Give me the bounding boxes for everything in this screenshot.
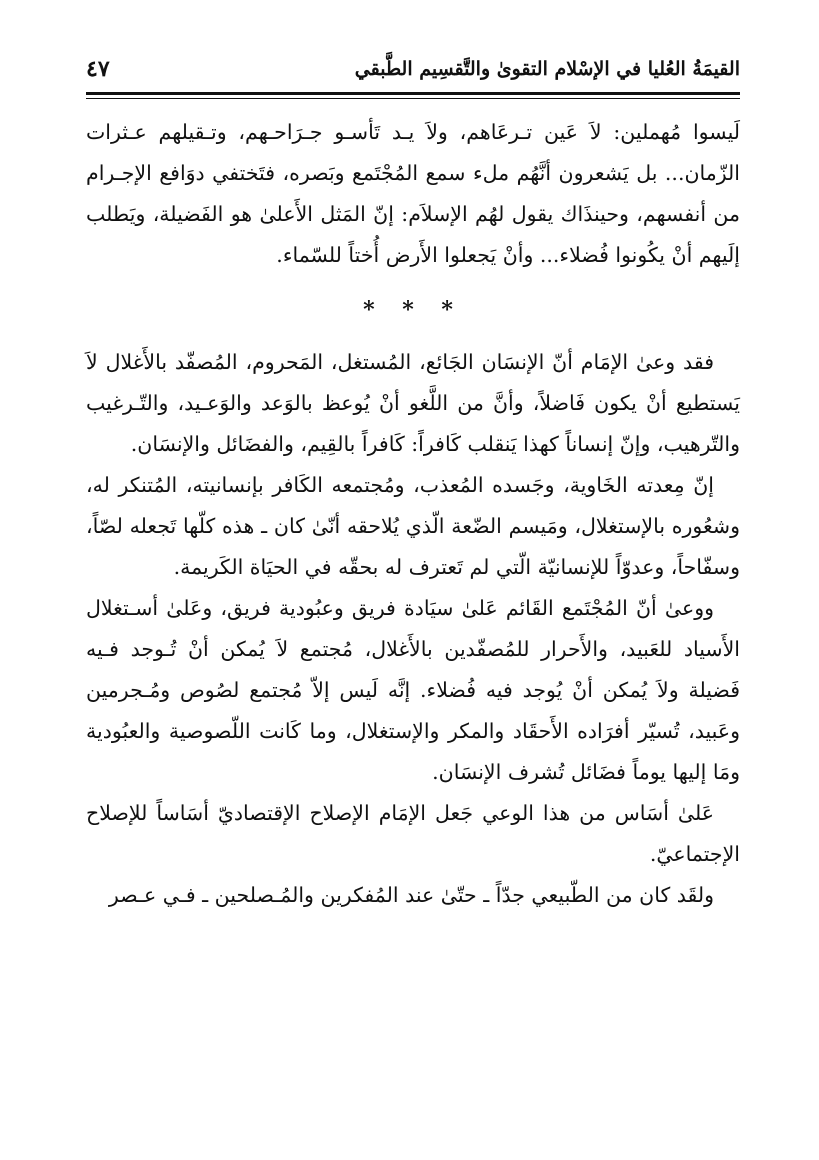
paragraph-3: إنّ مِعدته الخَاوية، وجَسده المُعذب، ومُجتمعه الكَافر بإنسانيته، المُتنكر له، وشعُوره بالإستغلال، ومَيسم الضّعة الّذي يُلاحقه أنّىٰ كان ـ هذه كلّها تَجعله لصّاً، وسفّاحاً، وعدوّاً للإنسانيّة الّتي لم تَعترف له بحقّه في الحيَاة الكَريمة. [86,473,740,579]
body-text [86,112,740,916]
paragraph-4: ووعىٰ أنّ المُجْتَمع القَائم عَلىٰ سيَادة فريق وعبُودية فريق، وعَلىٰ أسـتغلال الأَسياد للعَبيد، والأَحرار للمُصفّدين بالأَغلال، مُجتمع لاَ يُمكن أنْ تُـوجد فـيه فَضيلة ولاَ يُمكن أنْ يُوجد فيه فُضلاء. إنَّه لَيس إلاّ مُجتمع لصُوص ومُـجرمين وعَبيد، تُسيّر أفرَاده الأَحقَاد والمكر والإستغلال، وما كَانت اللّصوصية والعبُودية ومَا إليها يوماً فضَائل تُشرف الإنسَان. [86,596,740,784]
header-rule-thick [86,92,740,95]
paragraph-2: فقد وعىٰ الإمَام أنّ الإنسَان الجَائع، المُستغل، المَحروم، المُصفّد بالأَغلال لاَ يَستطيع أنْ يكون فَاضلاً، وأنَّ من اللَّغو أنْ يُوعظ بالوَعد والوَعـيد، والتّـرغيب والتّرهيب، وإنّ إنساناً كهذا يَنقلب كَافراً: كَافراً بالقِيم، والفضَائل والإنسَان. [86,350,740,456]
page-header [86,52,740,92]
page-number: ٤٧ [86,56,110,82]
header-rule-thin [86,98,740,99]
paragraph-1: لَيسوا مُهملين: لاَ عَين تـرعَاهم، ولاَ يـد تَأسـو جـرَاحـهم، وتـقيلهم عـثرات الزّمان... بل يَشعرون أنَّهُم ملء سمع المُجْتَمع وبَصره، فتَختفي دوَافع الإجـرام من أنفسهم، وحينذَاك يقول لهُم الإسلاَم: إنّ المَثل الأَعلىٰ هو الفَضيلة، ويَطلب إلَيهم أنْ يكُونوا فُضلاء... وأنْ يَجعلوا الأَرض أُختاً للسّماء. [86,120,740,267]
paragraph-6: ولقَد كان من الطّبيعي جدّاً ـ حتّىٰ عند المُفكرين والمُـصلحين ـ فـي عـصر [108,883,714,907]
section-separator: * * * [363,297,463,323]
paragraph-5: عَلىٰ أسَاس من هذا الوعي جَعل الإمَام الإصلاح الإقتصاديّ أسَاساً للإصلاح الإجتماعيّ. [86,801,740,866]
running-title: القيمَةُ العُليا في الإسْلام التقوىٰ والتَّقسِيم الطَّبقي [354,58,740,80]
